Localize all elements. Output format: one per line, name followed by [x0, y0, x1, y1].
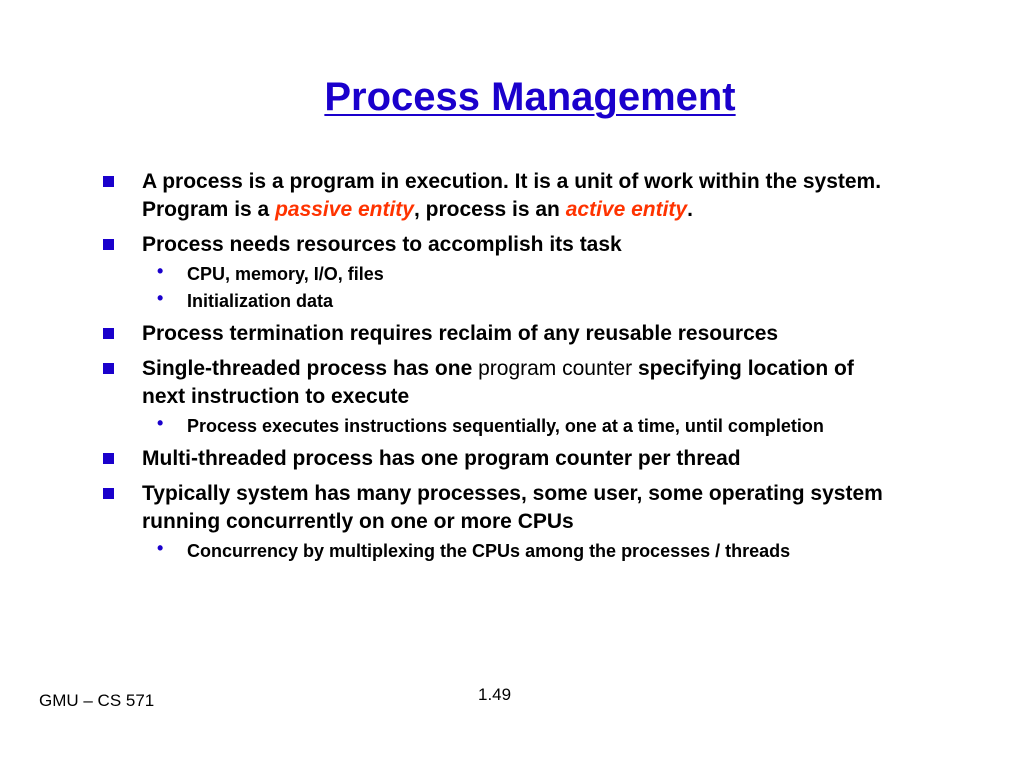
page-number: 1.49	[478, 685, 512, 704]
sub-bullet-cpu-memory	[157, 259, 877, 286]
bullet-text: Typically system has many processes, some user, some operating system running concurrently on one or more CPUs	[142, 482, 883, 533]
square-bullet-icon	[103, 328, 114, 339]
bullet-termination	[142, 313, 902, 348]
square-bullet-icon	[103, 363, 114, 374]
square-bullet-icon	[103, 453, 114, 464]
sub-bullet-text: Initialization data	[187, 291, 334, 311]
highlight-passive-entity: passive entity	[275, 198, 414, 221]
dot-bullet-icon: •	[157, 288, 164, 308]
dot-bullet-icon: •	[157, 538, 164, 558]
highlight-active-entity: active entity	[565, 198, 688, 221]
sub-bullet-text: Process executes instructions sequentially, one at a time, until completion	[187, 416, 824, 436]
dot-bullet-icon: •	[157, 261, 164, 281]
bullet-resources	[142, 224, 902, 259]
bullet-list	[0, 161, 1024, 563]
sub-bullet-text: Concurrency by multiplexing the CPUs among the processes / threads	[187, 541, 791, 561]
bullet-multi-threaded	[142, 438, 902, 473]
dot-bullet-icon: •	[157, 413, 164, 433]
bullet-many-processes	[142, 473, 902, 536]
bullet-text: Process termination requires reclaim of any reusable resources	[142, 322, 779, 345]
slide-title: Process Management	[324, 75, 736, 119]
square-bullet-icon	[103, 176, 114, 187]
bullet-process-definition	[142, 161, 902, 224]
bullet-text: Multi-threaded process has one program counter per thread	[142, 447, 741, 470]
bullet-text: A process is a program in execution. It is a unit of work within the system. Program is a	[142, 170, 882, 221]
sub-bullet-concurrency	[157, 536, 877, 563]
bullet-text: , process is an	[413, 198, 566, 221]
bullet-text: specifying location of next instruction to execute	[142, 357, 854, 408]
sub-bullet-text: CPU, memory, I/O, files	[187, 264, 384, 284]
bullet-text: Process needs resources to accomplish its task	[142, 233, 622, 256]
footer-course: GMU – CS 571	[39, 691, 155, 710]
square-bullet-icon	[103, 488, 114, 499]
bullet-text: Single-threaded process has one	[142, 357, 479, 380]
sub-bullet-initialization	[157, 286, 877, 313]
program-counter-term: program counter	[478, 357, 633, 380]
bullet-text: .	[687, 198, 693, 221]
square-bullet-icon	[103, 239, 114, 250]
bullet-single-threaded	[142, 348, 902, 411]
sub-bullet-sequential	[157, 411, 877, 438]
